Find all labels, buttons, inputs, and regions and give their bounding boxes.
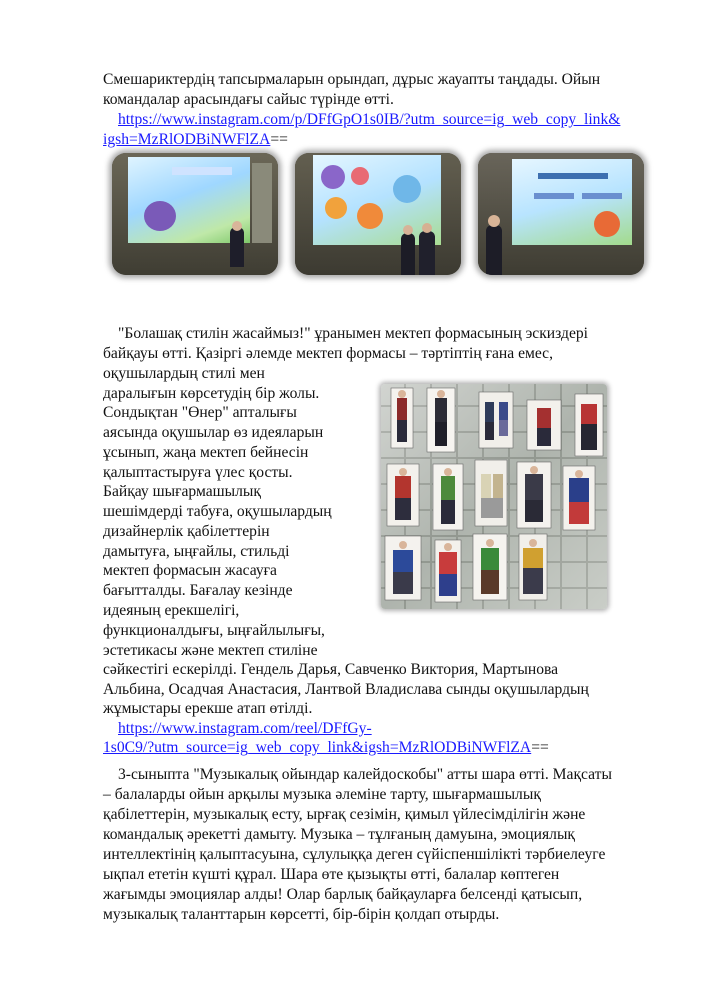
sec1-line2: командалар арасындағы сайыс түрінде өтті. [103, 91, 394, 108]
sec2-line10: шешімдерді табуға, оқушылардың [103, 503, 332, 520]
sec2-line11: дизайнерлік қабілеттерін [103, 523, 270, 540]
classroom-photo-1 [112, 153, 278, 275]
sec3-line3: қабілеттерін, музыкалық есту, ырғақ сезімін, қимыл үйлесімділігін және [103, 806, 586, 823]
sec2-line4: даралығын көрсетудің бір жолы. [103, 385, 320, 402]
link-1-suffix: == [270, 131, 288, 148]
sec2-line20: жұмыстары ерекше атап өтілді. [103, 700, 313, 717]
sec3-line7: жағымды эмоциялар алды! Олар барлық байқауларға белсенді қатысып, [103, 886, 583, 903]
sec3-line2: – балаларды ойын арқылы музыка әлеміне тарту, шығармашылық [103, 786, 541, 803]
sec3-line4: командалық әрекетті дамыту. Музыка – тұлғаның дамуына, эмоциялық [103, 826, 576, 843]
sec2-line5: Сондықтан "Өнер" апталығы [103, 404, 297, 421]
instagram-link-1-part1[interactable]: https://www.instagram.com/p/DFfGpO1s0IB/?utm_source=ig_web_copy_link& [118, 111, 621, 128]
sec3-line5: интеллектінің қалыптасуына, сұлулыққа деген сүйіспеншілікті тәрбиелеуге [103, 846, 606, 863]
sec2-line17: эстетикасы және мектеп стиліне [103, 642, 318, 659]
sec2-line8: қалыптастыруға үлес қосты. [103, 464, 293, 481]
sec2-link-line2[interactable] [103, 738, 549, 759]
sec2-line16: функционалдығы, ыңғайлылығы, [103, 622, 325, 639]
sec3-line6: ықпал ететін күшті құрал. Шара өте қызықты өтті, балалар көптеген [103, 866, 560, 883]
uniform-sketches-photo [381, 384, 607, 609]
sec2-line19: Альбина, Осадчая Анастасия, Лантвой Владислава сынды оқушылардың [103, 681, 589, 698]
glass-block-wall [381, 384, 607, 609]
sec2-line3: оқушылардың стилі мен [103, 365, 265, 382]
instagram-link-2-part1[interactable]: https://www.instagram.com/reel/DFfGy- [118, 720, 372, 737]
instagram-link-1-part2[interactable]: igsh=MzRlODBiNWFlZA [103, 131, 271, 148]
classroom-photo-3 [478, 153, 644, 275]
sec3-line8: музыкалық таланттарын көрсетті, бір-бірін қолдап отырды. [103, 906, 500, 923]
sec2-line12: дамытуға, ыңғайлы, стильді [103, 543, 290, 560]
sec2-line14: бағытталды. Бағалау кезінде [103, 582, 293, 599]
instagram-link-2-part2[interactable]: 1s0C9/?utm_source=ig_web_copy_link&igsh=MzRlODBiNWFlZA [103, 739, 532, 756]
sec2-line15: идеяның ерекшелігі, [103, 602, 240, 619]
sec2-line13: мектеп формасын жасауға [103, 562, 277, 579]
sec2-line1: "Болашақ стилін жасаймыз!" ұранымен мектеп формасының эскиздері [118, 325, 589, 342]
link-2-suffix: == [531, 739, 549, 756]
sec2-line18: сәйкестігі ескерілді. Гендель Дарья, Савченко Виктория, Мартынова [103, 661, 559, 678]
sec2-line6: аясында оқушылар өз идеяларын [103, 424, 324, 441]
sec3-line1: 3-сыныпта "Музыкалық ойындар калейдоскобы" атты шара өтті. Мақсаты [118, 766, 612, 783]
sec2-link-line1[interactable] [118, 719, 372, 740]
sec2-line9: Байқау шығармашылық [103, 483, 261, 500]
sec1-line1: Смешариктердің тапсырмаларын орындап, дұрыс жауапты таңдады. Ойын [103, 71, 601, 88]
classroom-photo-2 [295, 153, 461, 275]
sec1-link-line2[interactable] [103, 130, 288, 151]
sec2-line2: байқауы өтті. Қазіргі әлемде мектеп формасы – тәртіптің ғана емес, [103, 345, 554, 362]
sec2-line7: ұсынып, жаңа мектеп бейнесін [103, 444, 309, 461]
sec1-link-line1[interactable] [118, 110, 620, 131]
